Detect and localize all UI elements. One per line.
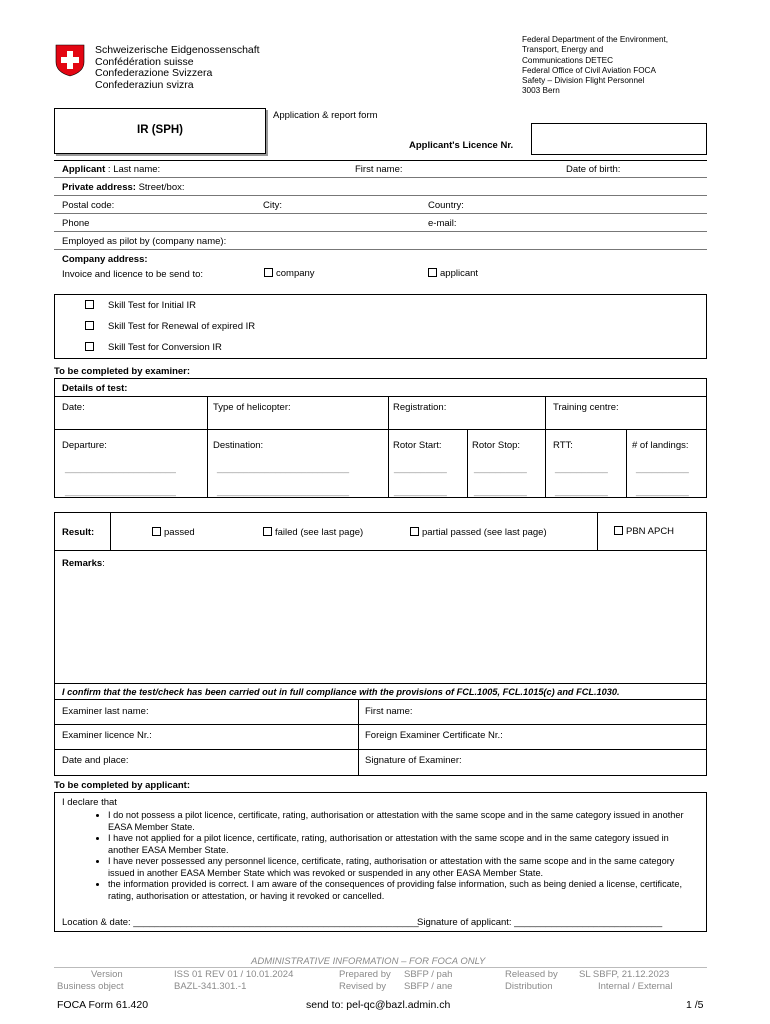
rtt-label: RTT: [553,440,573,451]
admin-sbfp-pah: SBFP / pah [404,969,453,980]
remarks-label [62,558,105,569]
option-applicant-label: applicant [440,268,479,279]
destination-label: Destination: [213,440,264,451]
skill-test-conversion[interactable] [85,342,222,353]
remarks-bold: Remarks [62,558,103,569]
result-passed[interactable] [152,527,195,538]
training-label: Training centre: [553,402,619,413]
applicant-signature-field[interactable]: Signature of applicant: ____________________________ [417,917,663,928]
checkbox-icon[interactable] [85,342,94,351]
examiner-first-name-label: First name: [365,706,413,717]
authority-address [522,35,668,97]
admin-version: Version [91,969,123,980]
rtt-blank[interactable]: __________ [555,486,608,497]
invoice-label: Invoice and licence to be send to: [62,269,204,280]
checkbox-icon[interactable] [410,527,419,536]
name-rm: Confederaziun svizra [95,78,194,91]
checkbox-icon[interactable] [264,268,273,277]
swiss-crest-icon [54,44,86,77]
departure-blank[interactable]: _____________________ [65,463,176,474]
option-applicant[interactable] [428,268,478,279]
admin-distribution: Distribution [505,981,553,992]
street-label: Street/box: [135,182,185,193]
skill-test-label: Skill Test for Initial IR [108,300,196,311]
destination-blank[interactable]: _________________________ [217,463,350,474]
form-number: FOCA Form 61.420 [57,999,149,1011]
checkbox-icon[interactable] [263,527,272,536]
date-place-label: Date and place: [62,755,129,766]
licence-input[interactable] [531,123,707,155]
form-subtitle: Application & report form [273,110,378,121]
email-label: e-mail: [428,218,457,229]
skill-test-initial[interactable] [85,300,196,311]
send-to-email[interactable]: send to: pel-qc@bazl.admin.ch [306,999,451,1011]
admin-iss: ISS 01 REV 01 / 10.01.2024 [174,969,294,980]
first-name-label: First name: [355,164,403,175]
failed-label: failed (see last page) [275,527,364,538]
phone-label: Phone [62,218,90,229]
applicant-section-title: To be completed by applicant: [54,780,191,791]
examiner-section-title: To be completed by examiner: [54,366,191,377]
pbn-label: PBN APCH [626,526,675,537]
rotor-start-label: Rotor Start: [393,440,442,451]
remarks-area[interactable] [56,572,705,682]
declaration-item: • I do not possess a pilot licence, certificate, rating, authorisation or attestation with the same scope and in the same category issued in another EASA Member State. [108,810,702,833]
checkbox-icon[interactable] [85,300,94,309]
checkbox-icon[interactable] [614,526,623,535]
examiner-signature-label: Signature of Examiner: [365,755,462,766]
applicant-row [62,164,160,175]
name-it: Confederazione Svizzera [95,67,213,79]
result-label: Result: [62,527,95,538]
destination-blank[interactable]: _________________________ [217,486,350,497]
form-title-box [54,108,266,154]
departure-blank[interactable]: _____________________ [65,486,176,497]
dob-label: Date of birth: [566,164,621,175]
skill-test-renewal[interactable] [85,321,255,332]
departure-label: Departure: [62,440,107,451]
rotor-start-blank[interactable]: __________ [394,486,447,497]
declaration-item: • the information provided is correct. I am aware of the consequences of providing false information, such as being denied a license, certificate, rating, authorisation or attestation, or having it revoked or cancelled. [108,879,702,902]
foreign-cert-label: Foreign Examiner Certificate Nr.: [365,730,503,741]
page-number: 1 /5 [686,999,704,1011]
examiner-last-name-label: Examiner last name: [62,706,149,717]
landings-blank[interactable]: __________ [636,486,689,497]
authority-line: Transport, Energy and [522,45,604,55]
country-label: Country: [428,200,464,211]
private-address-bold: Private address: [62,182,136,193]
form-title: IR (SPH) [137,124,183,136]
applicant-label: Applicant [62,164,106,175]
confirm-statement: I confirm that the test/check has been carried out in full compliance with the provisions of FCL.1005, FCL.1015(c) and FCL.1030. [62,687,620,697]
licence-label: Applicant's Licence Nr. [409,140,514,151]
checkbox-icon[interactable] [85,321,94,330]
partial-label: partial passed (see last page) [422,527,547,538]
heli-label: Type of helicopter: [213,402,291,413]
admin-revised: Revised by [339,981,386,992]
skill-test-label: Skill Test for Conversion IR [108,342,222,353]
last-name-label: : Last name: [105,164,161,175]
examiner-licence-label: Examiner licence Nr.: [62,730,152,741]
employed-label: Employed as pilot by (company name): [62,236,227,247]
checkbox-icon[interactable] [152,527,161,536]
admin-bazl: BAZL-341.301.-1 [174,981,247,992]
rotor-stop-label: Rotor Stop: [472,440,521,451]
admin-title: ADMINISTRATIVE INFORMATION – FOR FOCA ONLY [251,956,486,967]
name-fr: Confédération suisse [95,55,194,68]
company-address-label: Company address: [62,254,148,265]
option-company[interactable] [264,268,315,279]
private-address-label [62,182,185,193]
rotor-start-blank[interactable]: __________ [394,463,447,474]
location-date-field[interactable]: Location & date: ______________________________________________________ [62,917,419,928]
postal-label: Postal code: [62,200,115,211]
authority-line: Communications DETEC [522,55,613,65]
landings-label: # of landings: [632,440,689,451]
skill-test-label: Skill Test for Renewal of expired IR [108,321,256,332]
federal-names [95,45,260,91]
registration-label: Registration: [393,402,447,413]
declaration-item: • I have not applied for a pilot licence, certificate, rating, authorisation or attestation with the same scope and in the same category issued in another EASA Member State. [108,833,702,856]
result-partial[interactable] [410,527,547,538]
declaration-list [62,810,702,902]
authority-line: Federal Office of Civil Aviation FOCA [522,65,656,75]
rotor-stop-blank[interactable]: __________ [474,463,527,474]
admin-sl: SL SBFP, 21.12.2023 [579,969,670,980]
rotor-stop-blank[interactable]: __________ [474,486,527,497]
option-company-label: company [276,268,315,279]
admin-internal: Internal / External [598,981,673,992]
admin-prepared: Prepared by [339,969,391,980]
result-pbn[interactable] [614,526,674,537]
name-de: Schweizerische Eidgenossenschaft [95,44,260,56]
date-label: Date: [62,402,85,413]
remarks-colon: : [102,558,105,569]
landings-blank[interactable]: __________ [636,463,689,474]
authority-line: Safety – Division Flight Personnel [522,76,645,86]
authority-line: 3003 Bern [522,86,560,96]
admin-sbfp-ane: SBFP / ane [404,981,453,992]
admin-released: Released by [505,969,558,980]
details-label: Details of test: [62,383,128,394]
authority-line: Federal Department of the Environment, [522,35,669,44]
declaration-intro: I declare that [62,797,117,808]
passed-label: passed [164,527,195,538]
declaration-item: • I have never possessed any personnel licence, certificate, rating, authorisation or attestation with the same scope and in the same category issued in another EASA Member State which was revoked or suspended in any other EASA Member State. [108,856,702,879]
rtt-blank[interactable]: __________ [555,463,608,474]
admin-business: Business object [57,981,124,992]
city-label: City: [263,200,282,211]
checkbox-icon[interactable] [428,268,437,277]
result-failed[interactable] [263,527,363,538]
